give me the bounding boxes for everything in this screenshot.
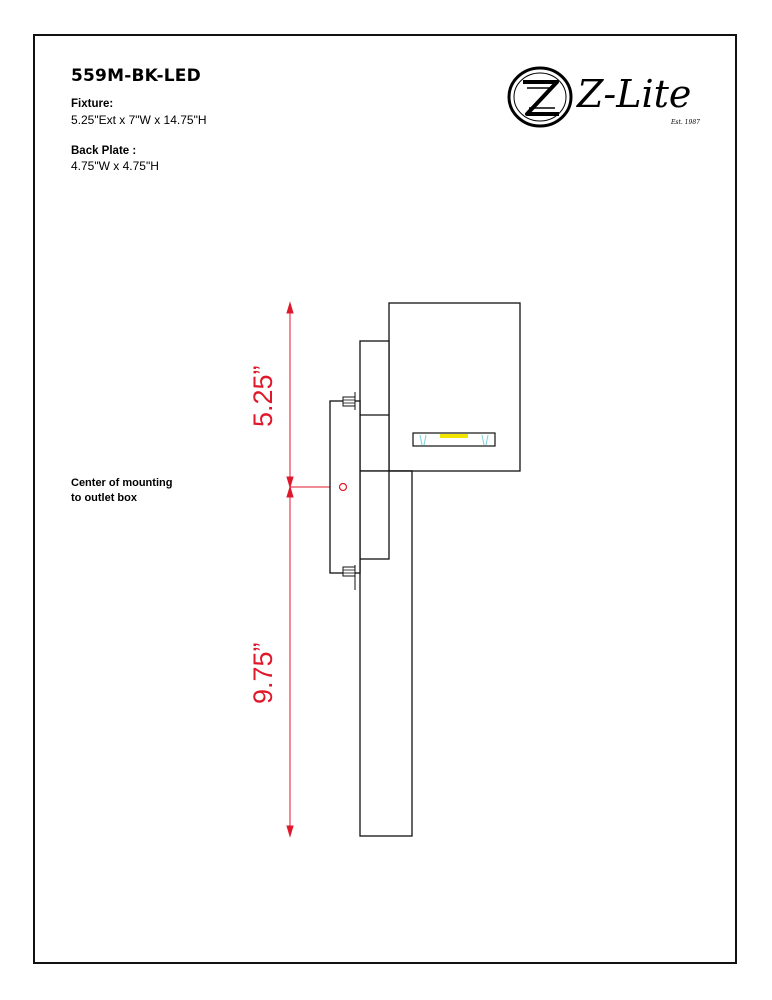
mounting-callout-line2: to outlet box (71, 492, 137, 504)
fixture-label: Fixture: (71, 98, 114, 110)
back-plate-label: Back Plate : (71, 145, 137, 157)
logo-wordmark: Z-Lite (577, 72, 692, 116)
led-module (413, 433, 495, 446)
logo-established: Est. 1987 (671, 119, 700, 126)
upper-dimension-label: 5.25” (248, 365, 278, 427)
lower-dimension-label: 9.75” (248, 642, 278, 704)
model-title: 559M-BK-LED (71, 66, 201, 86)
mounting-callout-line1: Center of mounting (71, 477, 173, 489)
back-plate-dimensions: 4.75"W x 4.75"H (71, 159, 159, 173)
fixture-dimensions: 5.25"Ext x 7"W x 14.75"H (71, 113, 207, 127)
mounting-center-marker (340, 484, 347, 491)
